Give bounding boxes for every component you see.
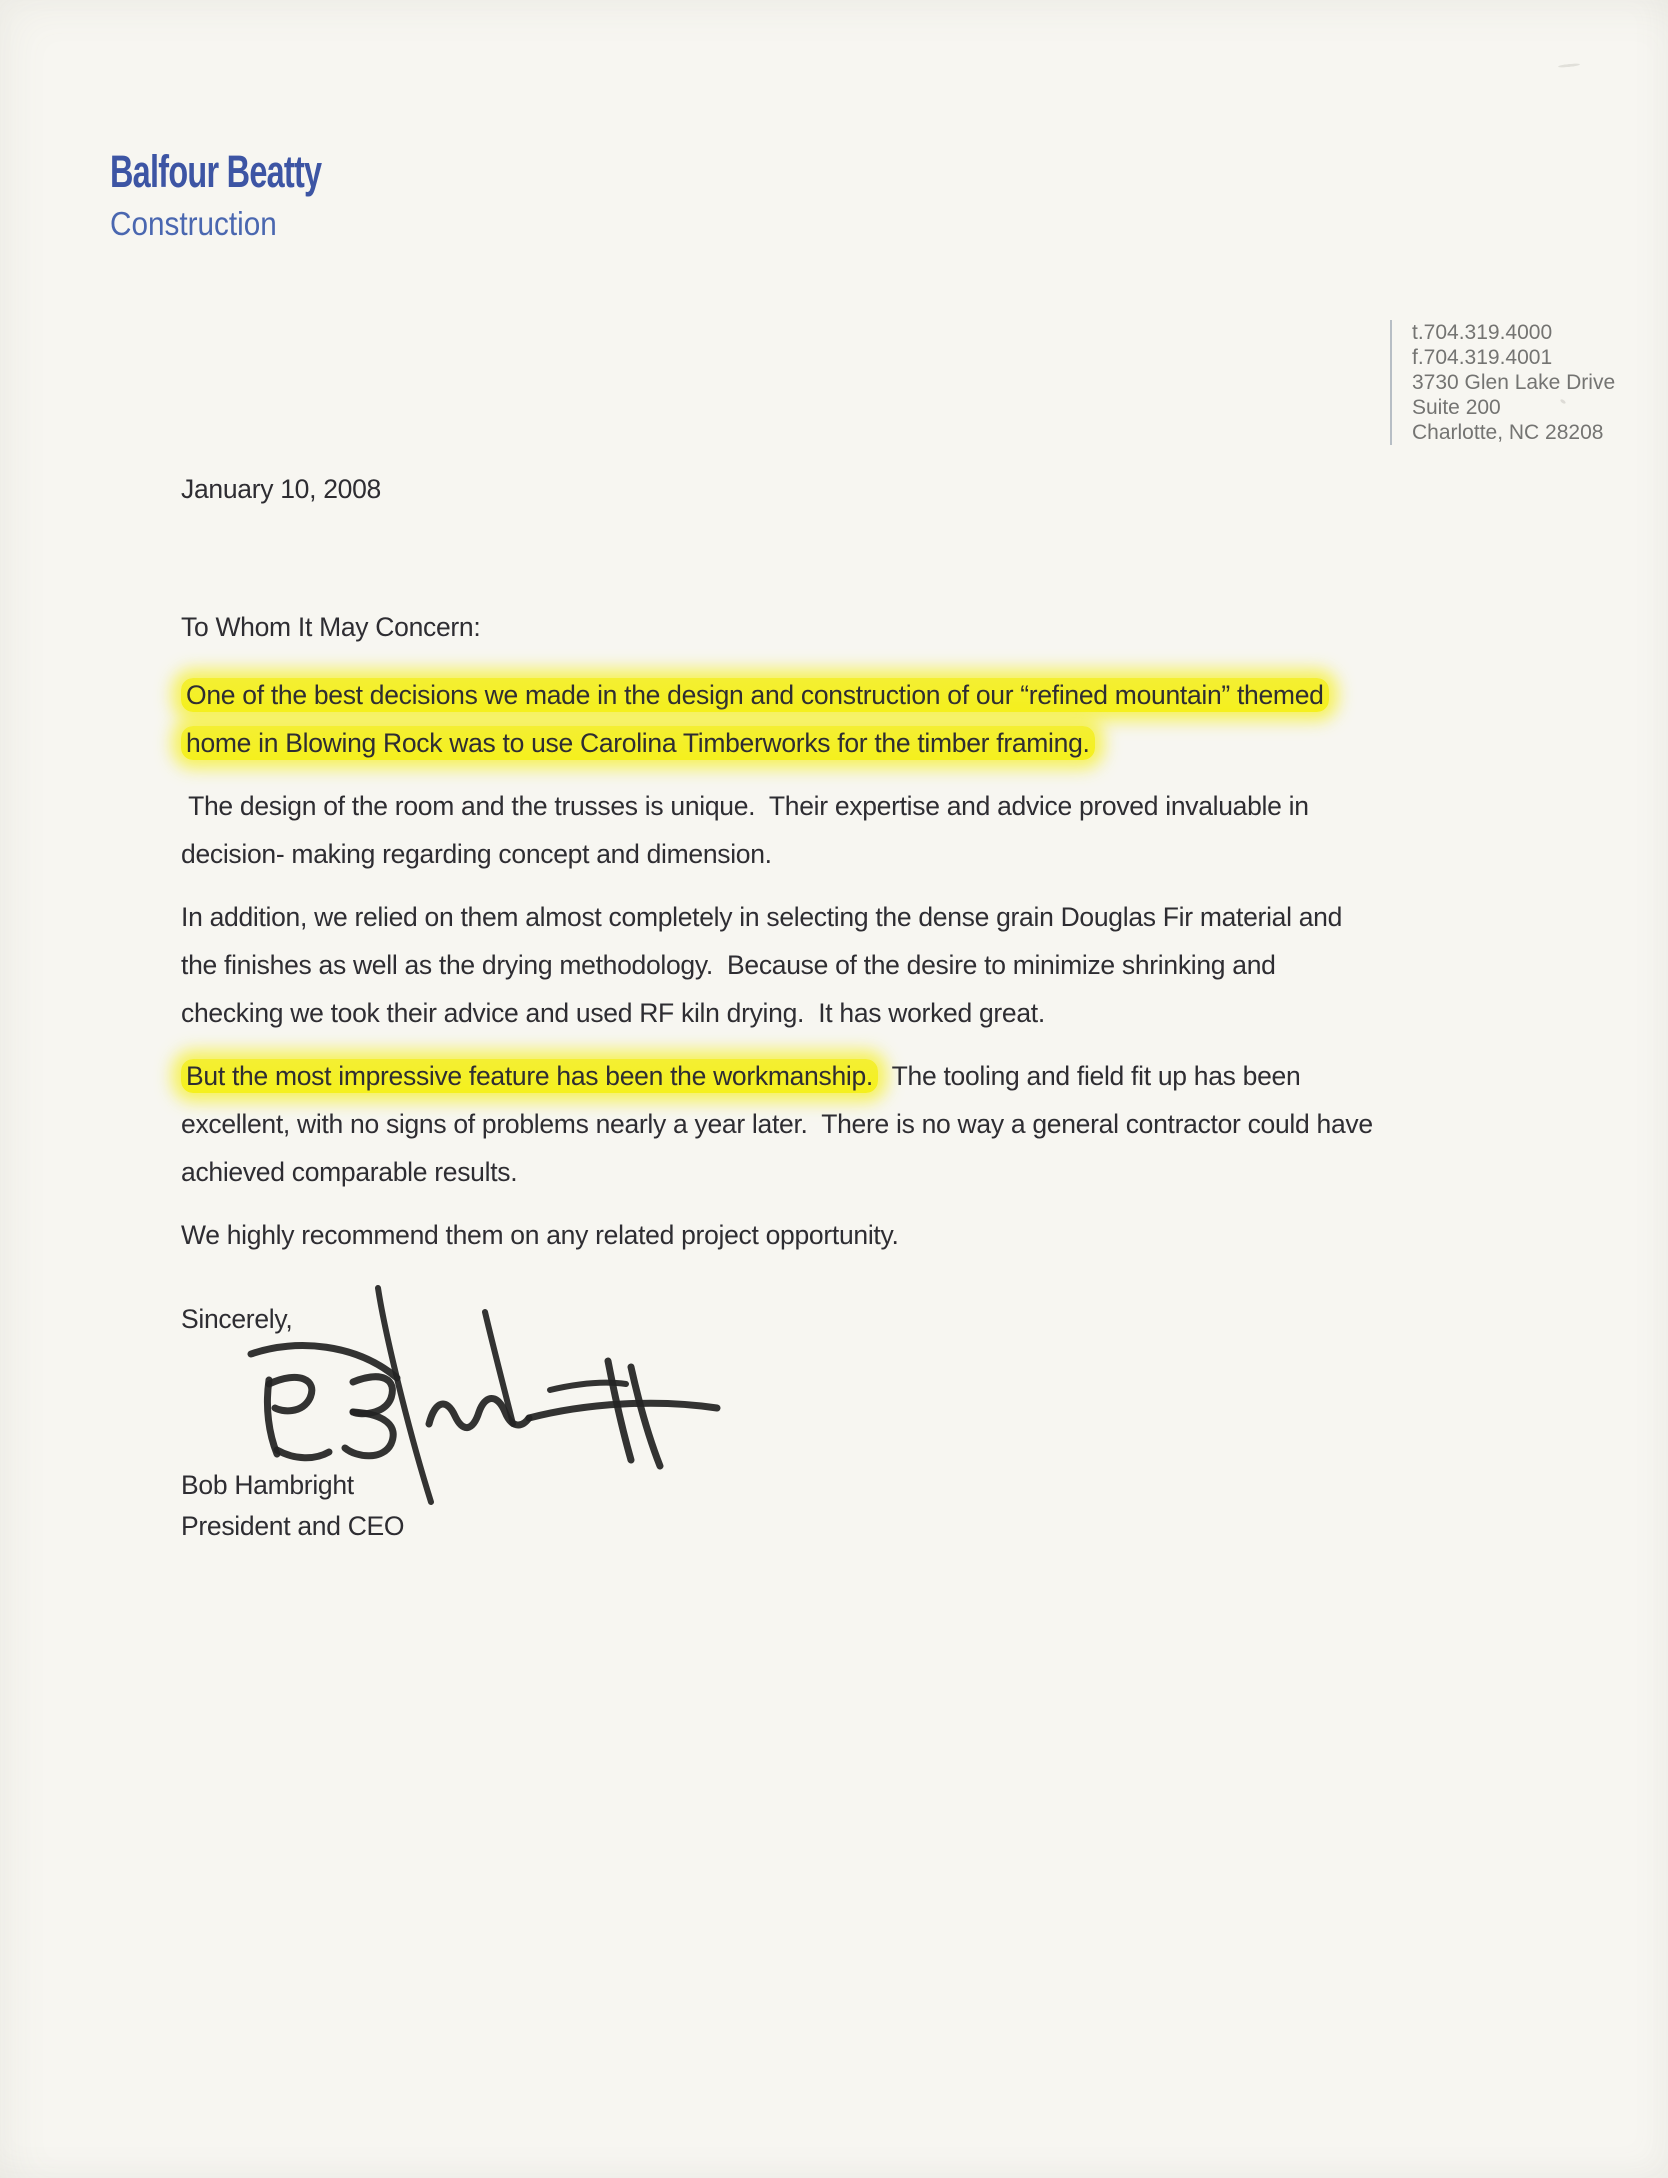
text-line <box>181 893 1511 941</box>
signer-name: Bob Hambright <box>181 1470 354 1500</box>
body-text: decision- making regarding concept and dimension. <box>181 839 772 869</box>
paragraph <box>181 1211 1511 1259</box>
text-line <box>181 782 1511 830</box>
body-text: excellent, with no signs of problems nearly a year later. There is no way a general contractor could have <box>181 1109 1373 1139</box>
letterhead-logo <box>110 146 404 243</box>
logo-company-name: Balfour Beatty <box>110 146 322 197</box>
text-line <box>181 719 1511 767</box>
paragraph <box>181 893 1511 1037</box>
paragraph <box>181 671 1511 767</box>
body-text: In addition, we relied on them almost completely in selecting the dense grain Douglas Fir material and <box>181 902 1343 932</box>
contact-line: Charlotte, NC 28208 <box>1412 421 1604 444</box>
contact-line: t.704.319.4000 <box>1412 321 1553 344</box>
body-text: The design of the room and the trusses is unique. Their expertise and advice proved invaluable in <box>181 791 1309 821</box>
contact-line: f.704.319.4001 <box>1412 346 1553 369</box>
letter-date: January 10, 2008 <box>181 474 381 504</box>
highlighted-text: home in Blowing Rock was to use Carolina Timberworks for the timber framing. <box>181 726 1095 760</box>
signer-title: President and CEO <box>181 1511 405 1541</box>
paragraph <box>181 782 1511 878</box>
highlighted-text: But the most impressive feature has been the workmanship. <box>181 1059 878 1093</box>
salutation: To Whom It May Concern: <box>181 612 481 642</box>
contact-line: Suite 200 <box>1412 396 1501 419</box>
body-text: achieved comparable results. <box>181 1157 518 1187</box>
text-line <box>181 671 1511 719</box>
body-text: The tooling and field fit up has been <box>877 1061 1301 1091</box>
body-text: checking we took their advice and used RF kiln drying. It has worked great. <box>181 998 1045 1028</box>
paragraph <box>181 1052 1511 1196</box>
text-line <box>181 1100 1511 1148</box>
highlighted-text: One of the best decisions we made in the design and construction of our “refined mountain” themed <box>181 678 1329 712</box>
text-line <box>181 1148 1511 1196</box>
text-line <box>181 1211 1511 1259</box>
contact-line: 3730 Glen Lake Drive <box>1412 371 1616 394</box>
text-line <box>181 830 1511 878</box>
body-text: We highly recommend them on any related project opportunity. <box>181 1220 899 1250</box>
scan-artifact-smudge <box>1558 63 1580 68</box>
text-line <box>181 941 1511 989</box>
text-line <box>181 989 1511 1037</box>
closing: Sincerely, <box>181 1304 293 1334</box>
logo-division-name: Construction <box>110 205 277 242</box>
text-line <box>181 1052 1511 1100</box>
body-text: the finishes as well as the drying methodology. Because of the desire to minimize shrinking and <box>181 950 1276 980</box>
signature-block <box>181 1465 404 1547</box>
letter-body <box>181 671 1511 1274</box>
contact-block <box>1390 320 1615 445</box>
